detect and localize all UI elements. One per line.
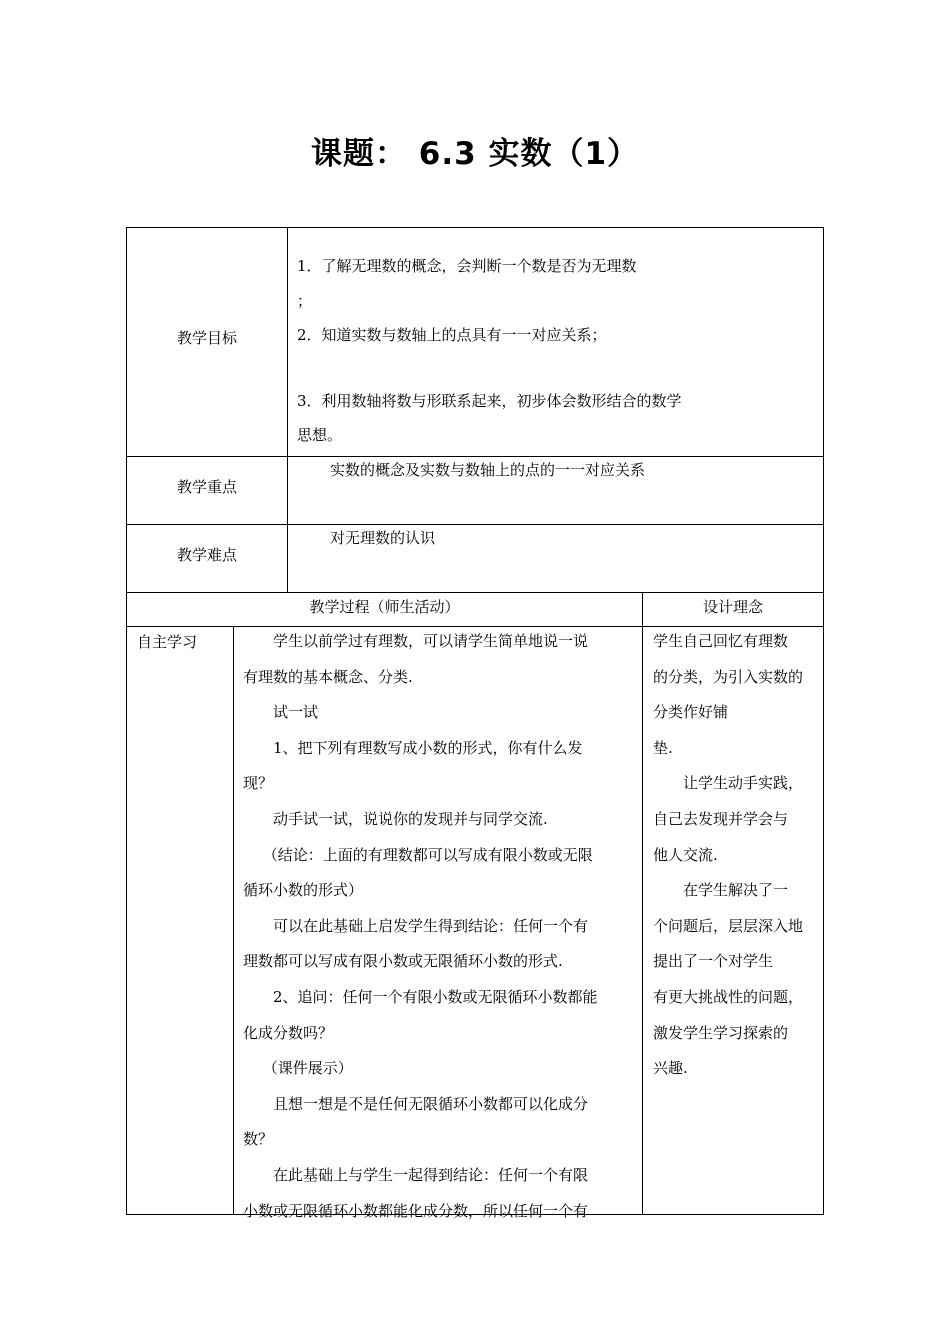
stage-label: 自主学习 [137, 633, 198, 651]
process-line: 理数都可以写成有限小数或无限循环小数的形式. [243, 952, 563, 971]
process-header-left: 教学过程（师生活动） [309, 598, 460, 616]
objective-item-3: 3．利用数轴将数与形联系起来，初步体会数形结合的数学 [297, 392, 682, 410]
row-divider-keypoints [126, 524, 824, 525]
difficulties-content: 对无理数的认识 [330, 529, 436, 547]
process-line: 试一试 [243, 703, 319, 722]
row-divider-objectives [126, 456, 824, 457]
process-content [243, 624, 598, 1229]
design-note-line: 学生自己回忆有理数 [653, 632, 789, 650]
design-note-line: 自己去发现并学会与 [653, 809, 789, 828]
key-points-label: 教学重点 [176, 478, 237, 496]
design-column-divider [642, 592, 643, 1215]
design-note-line: 个问题后，层层深入地 [653, 916, 804, 935]
process-line: 有理数的基本概念、分类. [243, 667, 413, 686]
process-line: 数？ [243, 1130, 274, 1149]
design-note-line: 垫. [653, 738, 673, 757]
objectives-label: 教学目标 [176, 329, 237, 347]
process-line: 可以在此基础上启发学生得到结论：任何一个有 [243, 916, 589, 935]
table-border-left [126, 227, 127, 1215]
process-line: 且想一想是不是任何无限循环小数都可以化成分 [243, 1094, 589, 1113]
label-column-divider [287, 227, 288, 593]
design-note-line: 分类作好铺 [653, 703, 729, 722]
design-note-line: 有更大挑战性的问题， [653, 987, 804, 1006]
objective-item-1-cont: ； [297, 292, 313, 310]
process-line: （结论：上面的有理数都可以写成有限小数或无限 [243, 845, 593, 864]
design-note-line: 的分类，为引入实数的 [653, 667, 804, 686]
stage-column-divider [233, 626, 234, 1215]
design-note-line: 他人交流. [653, 845, 718, 864]
key-points-content: 实数的概念及实数与数轴上的点的一一对应关系 [330, 461, 646, 479]
design-note-line: 激发学生学习探索的 [653, 1023, 789, 1042]
design-note-line: 提出了一个对学生 [653, 952, 774, 971]
difficulties-label: 教学难点 [176, 546, 237, 564]
process-line: 2、追问：任何一个有限小数或无限循环小数都能 [243, 987, 598, 1006]
design-notes [653, 624, 803, 1087]
process-line: 小数或无限循环小数都能化成分数，所以任何一个有 [243, 1201, 589, 1220]
objective-item-3-cont: 思想。 [297, 426, 343, 444]
design-note-line: 让学生动手实践， [653, 774, 804, 793]
process-line: 动手试一试，说说你的发现并与同学交流. [243, 809, 548, 828]
process-line: 化成分数吗？ [243, 1023, 334, 1042]
process-line: 1、把下列有理数写成小数的形式，你有什么发 [243, 738, 583, 757]
design-note-line: 在学生解决了一 [653, 881, 789, 900]
design-note-line: 兴趣. [653, 1059, 688, 1078]
objective-item-2: 2．知道实数与数轴上的点具有一一对应关系； [297, 326, 607, 344]
row-divider-difficulties [126, 592, 824, 593]
process-line: 学生以前学过有理数，可以请学生简单地说一说 [243, 632, 589, 650]
process-line: 循环小数的形式） [243, 881, 364, 900]
table-border-right [823, 227, 824, 1215]
process-line: （课件展示） [243, 1059, 353, 1078]
objective-item-1: 1．了解无理数的概念，会判断一个数是否为无理数 [297, 257, 637, 275]
process-header-right: 设计理念 [702, 598, 763, 616]
table-border-top [126, 227, 824, 228]
process-line: 现？ [243, 774, 274, 793]
process-line: 在此基础上与学生一起得到结论：任何一个有限 [243, 1165, 589, 1184]
page-title: 课题： 6.3 实数（1） [310, 136, 640, 172]
